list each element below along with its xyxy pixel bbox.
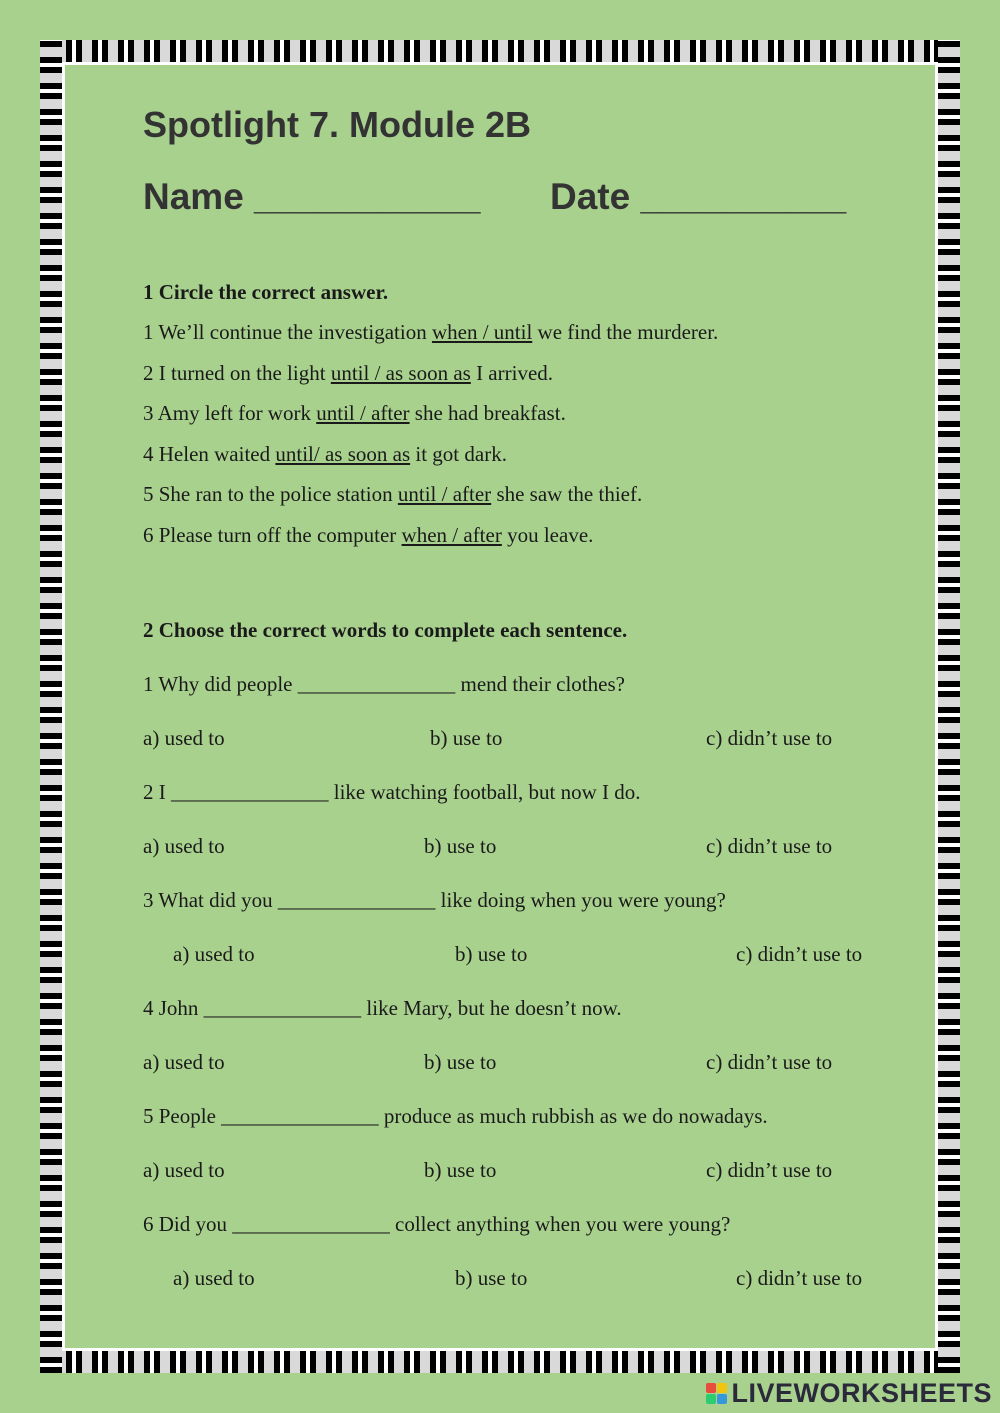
date-field[interactable]: Date __________	[550, 176, 847, 217]
option-c[interactable]: c) didn’t use to	[706, 726, 833, 750]
option-c[interactable]: c) didn’t use to	[736, 1266, 863, 1290]
exercise1-item-5	[143, 482, 642, 507]
option-a[interactable]: a) used to	[143, 1158, 225, 1182]
exercise2-question-3: 3 What did you _______________ like doing when you were young?	[143, 888, 726, 912]
liveworksheets-logo[interactable]	[706, 1378, 992, 1409]
item-text: she saw the thief.	[491, 482, 643, 506]
exercise1-item-2	[143, 361, 553, 386]
item-text: 5 She ran to the police station	[143, 482, 398, 506]
liveworksheets-logo-icon	[706, 1383, 727, 1404]
exercise2-question-1: 1 Why did people _______________ mend their clothes?	[143, 672, 625, 696]
option-c[interactable]: c) didn’t use to	[736, 942, 863, 966]
exercise2-heading: 2 Choose the correct words to complete each sentence.	[143, 618, 628, 642]
item-text: 4 Helen waited	[143, 442, 276, 466]
worksheet-title: Spotlight 7. Module 2B	[143, 104, 531, 145]
item-text: it got dark.	[410, 442, 507, 466]
option-a[interactable]: a) used to	[143, 834, 225, 858]
item-text: we find the murderer.	[532, 320, 719, 344]
exercise2-question-5: 5 People _______________ produce as much rubbish as we do nowadays.	[143, 1104, 768, 1128]
logo-square	[717, 1394, 727, 1404]
border-right	[938, 40, 960, 1373]
item-text: she had breakfast.	[409, 401, 566, 425]
option-b[interactable]: b) use to	[455, 942, 528, 966]
option-b[interactable]: b) use to	[424, 834, 497, 858]
option-b[interactable]: b) use to	[430, 726, 503, 750]
option-b[interactable]: b) use to	[424, 1050, 497, 1074]
exercise1-item-1	[143, 320, 718, 345]
name-field[interactable]: Name ___________	[143, 176, 481, 217]
option-a[interactable]: a) used to	[173, 942, 255, 966]
logo-square	[706, 1394, 716, 1404]
exercise1-item-4	[143, 442, 507, 467]
logo-square	[717, 1383, 727, 1393]
exercise1-item-3	[143, 401, 566, 426]
exercise2-question-4: 4 John _______________ like Mary, but he doesn’t now.	[143, 996, 622, 1020]
item-text: I arrived.	[470, 361, 554, 385]
item-text: 3 Amy left for work	[143, 401, 317, 425]
logo-square	[706, 1383, 716, 1393]
answer-choice[interactable]: when / until	[431, 320, 533, 344]
logo-text: LIVEWORKSHEETS	[731, 1378, 992, 1408]
option-c[interactable]: c) didn’t use to	[706, 834, 833, 858]
exercise2-question-2: 2 I _______________ like watching football, but now I do.	[143, 780, 641, 804]
name-date-row	[143, 176, 847, 218]
option-b[interactable]: b) use to	[455, 1266, 528, 1290]
answer-choice[interactable]: when / after	[401, 523, 502, 547]
option-c[interactable]: c) didn’t use to	[706, 1158, 833, 1182]
item-text: 2 I turned on the light	[143, 361, 331, 385]
item-text: 6 Please turn off the computer	[143, 523, 402, 547]
option-b[interactable]: b) use to	[424, 1158, 497, 1182]
exercise1-heading: 1 Circle the correct answer.	[143, 280, 389, 304]
answer-choice[interactable]: until / as soon as	[330, 361, 471, 385]
item-text: 1 We’ll continue the investigation	[143, 320, 432, 344]
item-text: you leave.	[501, 523, 594, 547]
option-a[interactable]: a) used to	[143, 726, 225, 750]
answer-choice[interactable]: until/ as soon as	[275, 442, 411, 466]
option-a[interactable]: a) used to	[173, 1266, 255, 1290]
option-a[interactable]: a) used to	[143, 1050, 225, 1074]
answer-choice[interactable]: until / after	[397, 482, 492, 506]
border-left	[40, 40, 62, 1373]
exercise1-item-6	[143, 523, 593, 548]
option-c[interactable]: c) didn’t use to	[706, 1050, 833, 1074]
exercise2-question-6: 6 Did you _______________ collect anything when you were young?	[143, 1212, 731, 1236]
answer-choice[interactable]: until / after	[316, 401, 410, 425]
